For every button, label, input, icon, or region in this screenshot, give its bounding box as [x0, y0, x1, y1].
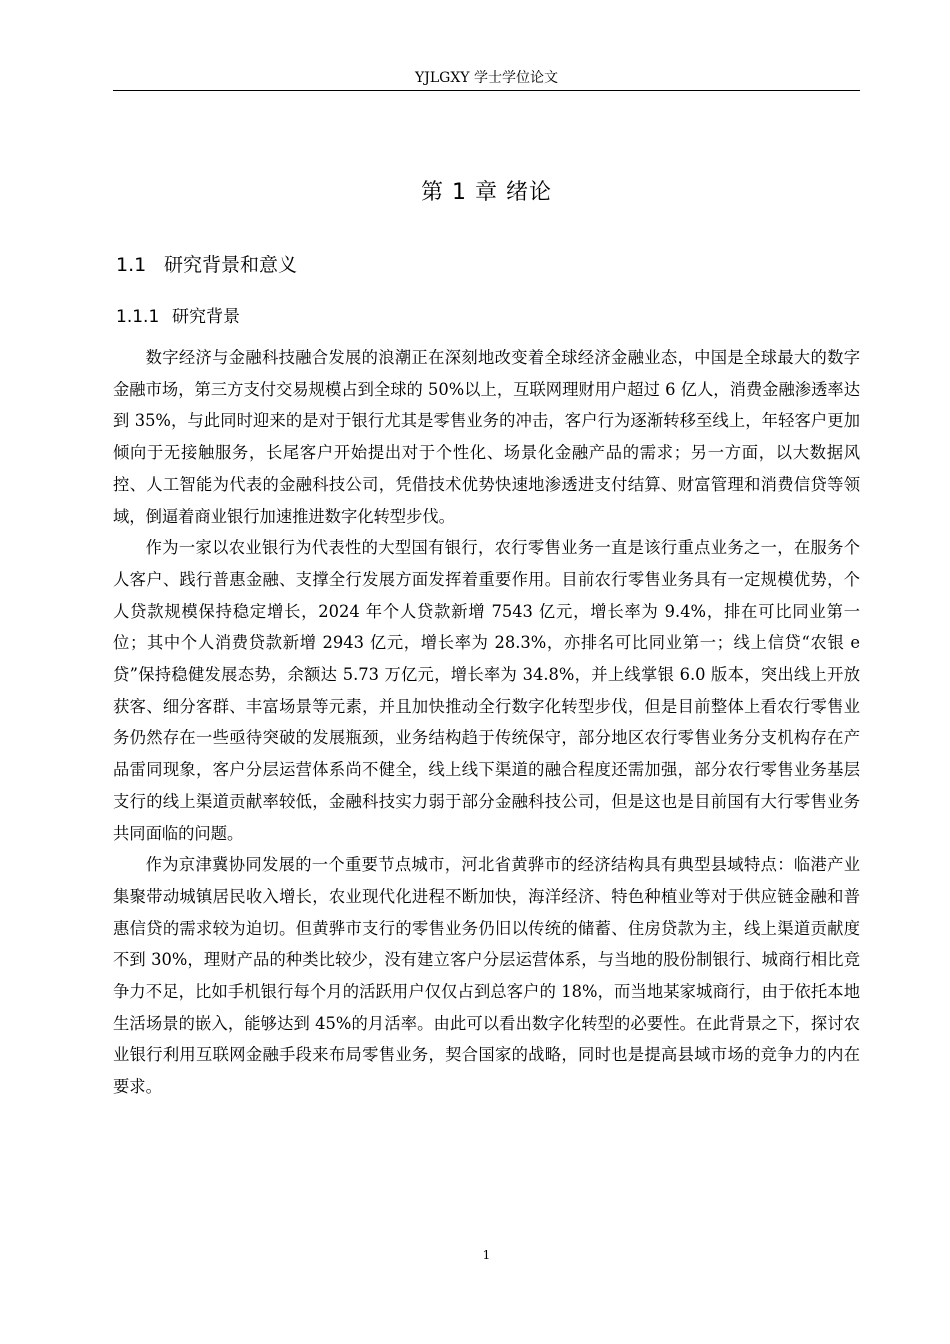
paragraph: 作为一家以农业银行为代表性的大型国有银行，农行零售业务一直是该行重点业务之一，在服务个人客户、践行普惠金融、支撑全行发展方面发挥着重要作用。目前农行零售业务具有一定规模优势，个人贷款规模保持稳定增长，2024 年个人贷款新增 7543 亿元，增长率为 9.4%，排在可比同业第一位；其中个人消费贷款新增 2943 亿元，增长率为 28.3%，亦排名可比同业第一；线上信贷“农银 e 贷”保持稳健发展态势，余额达 5.73 万亿元，增长率为 34.8%，并上线掌银 6.0 版本，突出线上开放获客、细分客群、丰富场景等元素，并且加快推动全行数字化转型步伐，但是目前整体上看农行零售业务仍然存在一些亟待突破的发展瓶颈，业务结构趋于传统保守，部分地区农行零售业务分支机构存在产品雷同现象，客户分层运营体系尚不健全，线上线下渠道的融合程度还需加强，部分农行零售业务基层支行的线上渠道贡献率较低，金融科技实力弱于部分金融科技公司，但是这也是目前国有大行零售业务共同面临的问题。: [113, 538, 860, 843]
chapter-title: 第 1 章 绪论: [421, 180, 552, 205]
section-title: 研究背景和意义: [164, 254, 298, 276]
body-text: [113, 342, 860, 1103]
paragraph: 作为京津冀协同发展的一个重要节点城市，河北省黄骅市的经济结构具有典型县域特点：临港产业集聚带动城镇居民收入增长，农业现代化进程不断加快，海洋经济、特色种植业等对于供应链金融和普惠信贷的需求较为迫切。但黄骅市支行的零售业务仍旧以传统的储蓄、住房贷款为主，线上渠道贡献度不到 30%，理财产品的种类比较少，没有建立客户分层运营体系，与当地的股份制银行、城商行相比竞争力不足，比如手机银行每个月的活跃用户仅仅占到总客户的 18%，而当地某家城商行，由于依托本地生活场景的嵌入，能够达到 45%的月活率。由此可以看出数字化转型的必要性。在此背景之下，探讨农业银行利用互联网金融手段来布局零售业务，契合国家的战略，同时也是提高县域市场的竞争力的内在要求。: [113, 855, 860, 1097]
section-number: 1.1: [116, 254, 147, 276]
subsection-title: 研究背景: [172, 307, 240, 327]
section-heading: [116, 252, 297, 278]
subsection-heading: [116, 305, 240, 329]
running-header: YJLGXY 学士学位论文: [415, 70, 558, 86]
paragraph: 数字经济与金融科技融合发展的浪潮正在深刻地改变着全球经济金融业态，中国是全球最大的数字金融市场，第三方支付交易规模占到全球的 50%以上，互联网理财用户超过 6 亿人，消费金融渗透率达到 35%，与此同时迎来的是对于银行尤其是零售业务的冲击，客户行为逐渐转移至线上，年轻客户更加倾向于无接触服务，长尾客户开始提出对于个性化、场景化金融产品的需求；另一方面，以大数据风控、人工智能为代表的金融科技公司，凭借技术优势快速地渗透进支付结算、财富管理和消费信贷等领域，倒逼着商业银行加速推进数字化转型步伐。: [113, 348, 860, 526]
subsection-number: 1.1.1: [116, 307, 160, 327]
page-number: 1: [482, 1248, 491, 1262]
header-rule: [113, 90, 860, 91]
